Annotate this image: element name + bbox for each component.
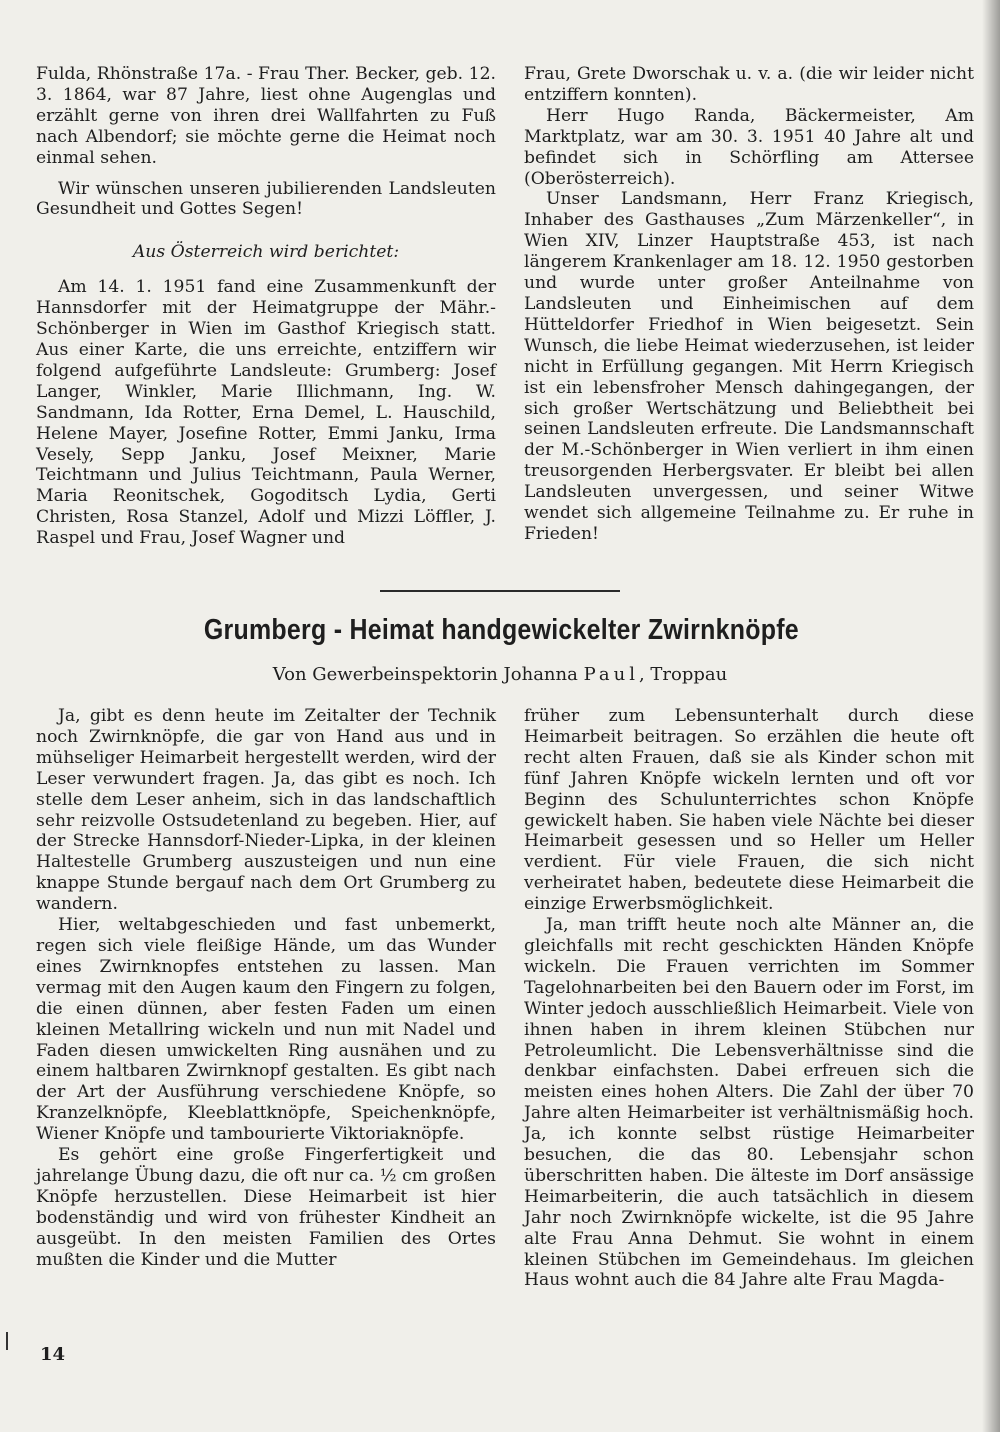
paragraph: Am 14. 1. 1951 fand eine Zusammenkunft der Hannsdorfer mit der Heimatgruppe der Mähr.-Schönberger in Wien im Gasthof Kriegisch statt. Aus einer Karte, die uns erreichte, entziffern wir folgend aufgeführte Landsleute: Grumberg: Josef Langer, Winkler, Marie Illichmann, Ing. W. Sandmann, Ida Rotter, Erna Demel, L. Hauschild, Helene Mayer, Josefine Rotter, Emmi Janku, Irma Vesely, Sepp Janku, Josef Meixner, Marie Teichtmann und Julius Teichtmann, Paula Werner, Maria Reonitschek, Gogoditsch Lydia, Gerti Christen, Rosa Stanzel, Adolf und Mizzi Löffler, J. Raspel und Frau, Josef Wagner und: [36, 277, 496, 549]
paragraph: Ja, gibt es denn heute im Zeitalter der Technik noch Zwirnknöpfe, die gar von Hand aus und in mühseliger Heimarbeit hergestellt werden, wird der Leser verwundert fragen. Ja, das gibt es noch. Ich stelle dem Leser anheim, sich in das landschaftlich sehr reizvolle Ostsudetenland zu begeben. Hier, auf der Strecke Hannsdorf-Nieder-Lipka, in der kleinen Haltestelle Grumberg auszusteigen und nun eine knappe Stunde bergauf nach dem Ort Grumberg zu wandern.: [36, 706, 496, 915]
paragraph: Frau, Grete Dworschak u. v. a. (die wir leider nicht entziffern konnten).: [524, 64, 974, 105]
paragraph: Es gehört eine große Fingerfertigkeit und jahrelange Übung dazu, die oft nur ca. ½ cm großen Knöpfe herzustellen. Diese Heimarbeit ist hier bodenständig und wird von frühester Kindheit an ausgeübt. In den meisten Familien des Ortes mußten die Kinder und die Mutter: [36, 1145, 496, 1270]
bottom-left-column: [36, 706, 496, 1270]
paragraph: Herr Hugo Randa, Bäckermeister, Am Marktplatz, war am 30. 3. 1951 40 Jahre alt und befindet sich in Schörfling am Attersee (Oberösterreich).: [524, 105, 974, 189]
paragraph: Unser Landsmann, Herr Franz Kriegisch, Inhaber des Gasthauses „Zum Märzenkeller“, in Wien XIV, Linzer Hauptstraße 453, ist nach längerem Krankenlager am 18. 12. 1950 gestorben und wurde unter großer Anteilnahme von Landsleuten und Einheimischen auf dem Hütteldorfer Friedhof in Wien beigesetzt. Sein Wunsch, die liebe Heimat wiederzusehen, ist leider nicht in Erfüllung gegangen. Mit Herrn Kriegisch ist ein lebensfroher Mensch dahingegangen, der sich großer Wertschätzung und Beliebtheit bei seinen Landsleuten erfreute. Die Landsmannschaft der M.-Schönberger in Wien verliert in ihm einen treusorgenden Herbergsvater. Er bleibt bei allen Landsleuten unvergessen, und seiner Witwe wendet sich allgemeine Teilnahme zu. Er ruhe in Frieden!: [524, 189, 974, 544]
paragraph: Fulda, Rhönstraße 17a. - Frau Ther. Becker, geb. 12. 3. 1864, war 87 Jahre, liest ohne Augenglas und erzählt gerne von ihren drei Wallfahrten zu Fuß nach Albendorf; sie möchte gerne die Heimat noch einmal sehen.: [36, 64, 496, 168]
byline-suffix: , Troppau: [638, 664, 728, 685]
top-left-column: [36, 64, 496, 549]
article-headline: Grumberg - Heimat handgewickelter Zwirnknöpfe: [203, 614, 799, 646]
article-byline: [0, 664, 1000, 685]
page-edge-shadow: [982, 0, 1000, 1432]
paragraph: Hier, weltabgeschieden und fast unbemerkt, regen sich viele fleißige Hände, um das Wunder eines Zwirnknopfes entstehen zu lassen. Man vermag mit den Augen kaum den Fingern zu folgen, die einen dünnen, aber festen Faden um einen kleinen Metallring wickeln und nun mit Nadel und Faden diesen umwickelten Ring ausnähen und zu einem haltbaren Zwirnknopf gestalten. Es gibt nach der Art der Ausführung verschiedene Knöpfe, so Kranzelknöpfe, Kleeblattknöpfe, Speichenknöpfe, Wiener Knöpfe und tambourierte Viktoriaknöpfe.: [36, 915, 496, 1145]
margin-mark: [6, 1332, 8, 1350]
page-number: 14: [40, 1344, 66, 1365]
byline-prefix: Von Gewerbeinspektorin Johanna: [272, 664, 578, 685]
byline-author-name: Paul: [583, 664, 639, 685]
top-right-column: [524, 64, 974, 545]
paragraph: früher zum Lebensunterhalt durch diese Heimarbeit beitragen. So erzählen die heute oft recht alten Frauen, daß sie als Kinder schon mit fünf Jahren Knöpfe wickeln lernten und oft vor Beginn des Schulunterrichtes schon Knöpfe gewickelt haben. Sie haben viele Nächte bei dieser Heimarbeit gesessen und so Heller um Heller verdient. Für viele Frauen, die sich nicht verheiratet haben, bedeutete diese Heimarbeit die einzige Erwerbsmöglichkeit.: [524, 706, 974, 915]
bottom-right-column: [524, 706, 974, 1291]
section-subhead: Aus Österreich wird berichtet:: [132, 242, 400, 263]
paragraph: Ja, man trifft heute noch alte Männer an, die gleichfalls mit recht geschickten Händen Knöpfe wickeln. Die Frauen verrichten im Sommer Tagelohnarbeiten bei den Bauern oder im Forst, im Winter jedoch ausschließlich Heimarbeit. Viele von ihnen haben in ihrem kleinen Stübchen nur Petroleumlicht. Die Lebensverhältnisse sind die denkbar einfachsten. Dabei erfreuen sich die meisten eines hohen Alters. Die Zahl der über 70 Jahre alten Heimarbeiter ist verhältnismäßig hoch. Ja, ich konnte selbst rüstige Heimarbeiter besuchen, die das 80. Lebensjahr schon überschritten haben. Die älteste im Dorf ansässige Heimarbeiterin, die auch tatsächlich in diesem Jahr noch Zwirnknöpfe wickelte, ist die 95 Jahre alte Frau Anna Dehmut. Sie wohnt in einem kleinen Stübchen im Gemeindehaus. Im gleichen Haus wohnt auch die 84 Jahre alte Frau Magda-: [524, 915, 974, 1291]
paragraph: Wir wünschen unseren jubilierenden Landsleuten Gesundheit und Gottes Segen!: [36, 178, 496, 220]
section-divider: [380, 590, 620, 592]
